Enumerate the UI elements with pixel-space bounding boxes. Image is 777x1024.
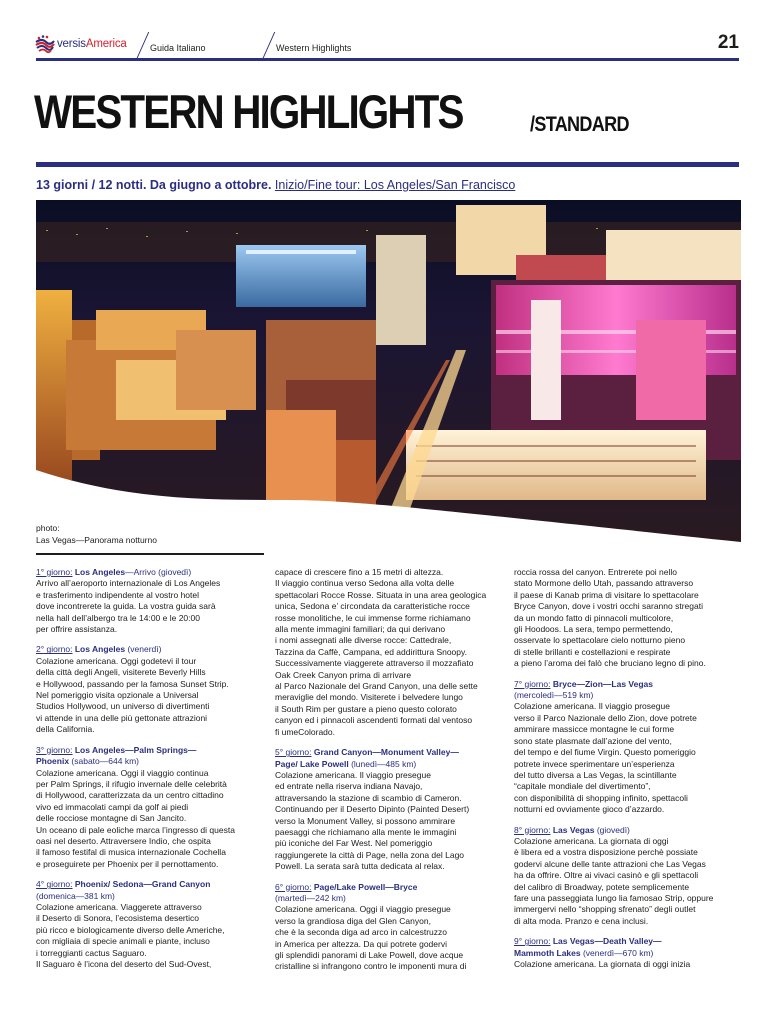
- tour-duration: 13 giorni / 12 notti. Da giugno a ottobre.: [36, 178, 272, 192]
- page-number: 21: [717, 32, 739, 53]
- day-text-line: da un mondo fatto di pinnacoli multicolore,: [514, 612, 674, 623]
- day-9: [514, 936, 754, 970]
- day-text-line: di alta moda. Pranzo e cena inclusi.: [514, 915, 649, 926]
- day-6-continued: [514, 567, 754, 670]
- day-text-line: i torreggianti cactus Saguaro.: [36, 947, 147, 958]
- header-divider: [136, 32, 149, 60]
- day-text-line: potrete invece sperimentare un’esperienza: [514, 758, 675, 769]
- day-text-line: Oak Creek Canyon prima di arrivare: [275, 669, 412, 680]
- day-text-line: Studios Hollywood, un universo di divertimenti: [36, 701, 210, 712]
- day-text-line: Colazione americana. Oggi godetevi il tour: [36, 655, 197, 666]
- day-text-line: sono state plasmate dall’azione del vento,: [514, 735, 672, 746]
- day-text-line: i nomi assegnati alle diverse rocce: Cattedrale,: [275, 635, 452, 646]
- day-heading: 1° giorno: Los Angeles—Arrivo (giovedì): [36, 567, 192, 577]
- day-heading-cont: Page/ Lake Powell (lunedì—485 km): [275, 758, 417, 769]
- day-text-line: della città degli Angeli, visiterete Beverly Hills: [36, 667, 206, 678]
- day-text-line: in America per altezza. Da qui potrete godervi: [275, 938, 447, 949]
- day-text-line: Il viaggio continua verso Sedona alla volta delle: [275, 578, 455, 589]
- day-heading: 5° giorno: Grand Canyon—Monument Valley—: [275, 747, 459, 758]
- day-text-line: il paese di Kanab prima di visitare lo spettacolare: [514, 589, 699, 600]
- day-text-line: Colazione americana. Il viaggio presegue: [275, 769, 431, 780]
- day-text-line: il South Rim per gustare a pieno questo colorato: [275, 703, 457, 714]
- day-heading: 9° giorno: Las Vegas—Death Valley—: [514, 936, 662, 947]
- day-text-line: verso il Parco Nazionale dello Zion, dove potrete: [514, 712, 697, 723]
- day-7: [514, 679, 754, 816]
- photo-caption-label: photo:: [36, 523, 60, 533]
- photo-caption: [36, 522, 157, 546]
- day-text-line: verso la grandiosa diga del Glen Canyon,: [275, 915, 431, 926]
- page-title-main: WESTERN HIGHLIGHTS: [34, 85, 463, 138]
- page-title: [34, 85, 629, 138]
- day-text-line: gli Hoodoos. La sera, tempo permettendo,: [514, 624, 673, 635]
- day-text-line: del calibro di Broadway, potete semplicemente: [514, 881, 690, 892]
- day-text-line: vivo ed immacolati campi da golf ai piedi: [36, 801, 189, 812]
- day-text-line: ed entrate nella riserva indiana Navajo,: [275, 781, 423, 792]
- day-text-line: meraviglie del mondo. Visiterete i belvedere lungo: [275, 692, 463, 703]
- flag-logo-icon: [34, 33, 56, 55]
- day-text-line: attraversando la stazione di scambio di Cameron.: [275, 792, 462, 803]
- day-8: [514, 825, 754, 928]
- day-text-line: nella hall dell’albergo tra le 14:00 e le 20:00: [36, 612, 200, 623]
- day-text-line: Tazzina da Caffè, Campana, ed addirittura Snoopy.: [275, 646, 467, 657]
- day-5: [275, 747, 515, 872]
- day-text-line: paesaggi che richiamano alla mente le immagini: [275, 826, 457, 837]
- day-heading-cont: Phoenix (sabato—644 km): [36, 756, 139, 767]
- day-text-line: è libera ed a vostra disposizione perchè possiate: [514, 847, 698, 858]
- day-text-line: il Deserto di Sonora, l’ecosistema desertico: [36, 913, 199, 924]
- day-text-line: e Hollywood, passando per la famosa Sunset Strip.: [36, 678, 229, 689]
- day-text-line: del tempo e del fiume Virgin. Questo pomeriggio: [514, 747, 696, 758]
- itinerary-column-2: [275, 567, 515, 982]
- day-text-line: unica, Sedona e’ circondata da caratteristiche rocce: [275, 601, 470, 612]
- day-text-line: Powell. La serata sarà tutta dedicata al relax.: [275, 861, 445, 872]
- day-text-line: Arrivo all’aeroporto internazionale di Los Angeles: [36, 578, 221, 589]
- page-title-tag: /STANDARD: [530, 113, 629, 136]
- header-section-label: Western Highlights: [276, 43, 352, 53]
- day-heading: 6° giorno: Page/Lake Powell—Bryce: [275, 881, 418, 892]
- day-heading: 8° giorno: Las Vegas (giovedì): [514, 824, 630, 835]
- day-text-line: roccia rossa del canyon. Entrerete poi nello: [514, 567, 678, 577]
- day-3: [36, 745, 276, 870]
- day-text-line: Colazione americana. Oggi il viaggio presegue: [275, 904, 451, 915]
- itinerary-column-1: [36, 567, 276, 979]
- las-vegas-night-photo: [36, 200, 741, 542]
- day-text-line: Un oceano di pale eoliche marca l’ingresso di questa: [36, 824, 235, 835]
- day-4: [36, 879, 276, 970]
- day-text-line: Colazione americana. Oggi il viaggio continua: [36, 767, 209, 778]
- brand-name: versisAmerica: [57, 38, 127, 50]
- day-text-line: ammirare massicce montagne le cui forme: [514, 724, 675, 735]
- day-text-line: immergervi nello “shopping sfrenato” degli outlet: [514, 904, 696, 915]
- day-2: [36, 644, 276, 735]
- day-4-continued: [275, 567, 515, 738]
- day-text-line: del tutto diversa a Las Vegas, la scintillante: [514, 769, 677, 780]
- day-text-line: per offrire assistanza.: [36, 624, 118, 635]
- day-text-line: di stelle brillanti e costellazioni e respirate: [514, 646, 671, 657]
- day-text-line: notturni ed ovviamente gioco d’azzardo.: [514, 804, 665, 815]
- day-text-line: osservate lo spettacolare cielo notturno pieno: [514, 635, 686, 646]
- caption-rule: [36, 553, 264, 555]
- day-text-line: dove incontrerete la guida. La vostra guida sarà: [36, 601, 216, 612]
- day-text-line: per Palm Springs, il rifugio invernale delle celebrità: [36, 778, 227, 789]
- day-text-line: verso la Monument Valley, si possono ammirare: [275, 815, 456, 826]
- day-text-line: più iconiche del Far West. Nel pomeriggio: [275, 838, 433, 849]
- day-heading-cont: Mammoth Lakes (venerdì—670 km): [514, 947, 654, 958]
- header-guide-label: Guida Italiano: [150, 43, 206, 53]
- tour-start-end-link[interactable]: Inizio/Fine tour: Los Angeles/San Francisco: [274, 178, 516, 192]
- day-heading: 2° giorno: Los Angeles (venerdì): [36, 644, 162, 655]
- day-text-line: Colazione americana. Il viaggio prosegue: [514, 701, 670, 712]
- day-text-line: Il Saguaro è l’icona del deserto del Sud-Ovest,: [36, 959, 212, 969]
- day-text-line: rosse monolitiche, le cui immense forme richiamano: [275, 612, 471, 623]
- title-rule: [36, 162, 739, 167]
- day-text-line: e trasferimento indipendente al vostro hotel: [36, 589, 200, 600]
- day-text-line: godervi alcune delle tante attrazioni che Las Vegas: [514, 858, 706, 869]
- day-text-line: fare una passeggiata lungo lia famosao Strip, oppure: [514, 892, 714, 903]
- day-text-line: oasi nel deserto. Attraversere Indio, che ospita: [36, 835, 211, 846]
- day-text-line: alla mente immagini familiari; da qui derivano: [275, 624, 446, 635]
- day-text-line: a pieno l’aroma dei falò che bruciano legno di pino.: [514, 658, 706, 669]
- day-text-line: capace di crescere fino a 15 metri di altezza.: [275, 567, 444, 577]
- day-text-line: con migliaia di specie animali e piante, incluso: [36, 936, 210, 947]
- day-text-line: Colazione americana. La giornata di oggi: [514, 835, 669, 846]
- header-rule: [36, 58, 739, 61]
- day-text-line: Colazione americana. Viaggerete attraverso: [36, 901, 202, 912]
- day-text-line: Continuando per il Deserto Dipinto (Painted Desert): [275, 804, 470, 815]
- day-text-line: “capitale mondiale del divertimento”,: [514, 781, 651, 792]
- day-text-line: canyon ed i pinnacoli ascendenti formati dal ventoso: [275, 715, 473, 726]
- day-text-line: Nel pomeriggio visita opzionale a Universal: [36, 690, 199, 701]
- day-text-line: vi attende in una delle più gettonate attrazioni: [36, 712, 208, 723]
- day-text-line: Bryce Canyon, dove i vostri occhi saranno stregati: [514, 601, 703, 612]
- day-text-line: stato Mormone dello Utah, passando attraverso: [514, 578, 694, 589]
- day-text-line: raggiungerete la città di Page, nella zona del Lago: [275, 849, 465, 860]
- day-text-line: fi umeColorado.: [275, 726, 336, 737]
- day-heading: 7° giorno: Bryce—Zion—Las Vegas: [514, 678, 654, 689]
- brand-logo: [34, 32, 127, 56]
- day-text-line: della California.: [36, 724, 95, 735]
- day-text-line: gli splendidi panorami di Lake Powell, dove acque: [275, 950, 464, 960]
- day-text-line: ha da offrire. Oltre ai vivaci casinò e gli spettacoli: [514, 870, 699, 881]
- day-text-line: con disponibilità di shopping infinito, spettacoli: [514, 792, 688, 803]
- day-6: [275, 882, 515, 973]
- day-text-line: spettacolari Rocce Rosse. Situata in una area geologica: [275, 589, 487, 600]
- photo-caption-text: Las Vegas—Panorama notturno: [36, 535, 157, 545]
- day-meta: (domenica—381 km): [36, 890, 115, 901]
- day-text-line: Successivamente viaggerete attraverso il mozzafiato: [275, 658, 474, 669]
- day-meta: (mercoledì—519 km): [514, 690, 594, 701]
- day-1: [36, 567, 276, 635]
- day-heading: 3° giorno: Los Angeles—Palm Springs—: [36, 744, 197, 755]
- day-text-line: cristalline si infrangono contro le imponenti mura di: [275, 961, 467, 972]
- day-heading: 4° giorno: Phoenix/ Sedona—Grand Canyon: [36, 879, 211, 890]
- day-text-line: che è la seconda diga ad arco in calcestruzzo: [275, 927, 447, 938]
- day-text-line: più ricco e biologicamente diverso delle Americhe,: [36, 924, 225, 935]
- day-meta: (martedì—242 km): [275, 892, 346, 903]
- header-divider: [262, 32, 275, 60]
- day-text-line: e proseguirete per Phoenix per il pernottamento.: [36, 858, 219, 869]
- day-text-line: di Hollywood, caratterizzata da un centro cittadino: [36, 790, 224, 801]
- day-text-line: al Parco Nazionale del Grand Canyon, una delle sette: [275, 681, 478, 692]
- tour-subtitle: [36, 178, 515, 192]
- day-text-line: Colazione americana. La giornata di oggi inizia: [514, 959, 691, 969]
- day-text-line: delle rocciose montagne di San Jancito.: [36, 813, 187, 824]
- day-text-line: il famoso festifal di musica internazionale Cochella: [36, 847, 226, 858]
- itinerary-column-3: [514, 567, 754, 979]
